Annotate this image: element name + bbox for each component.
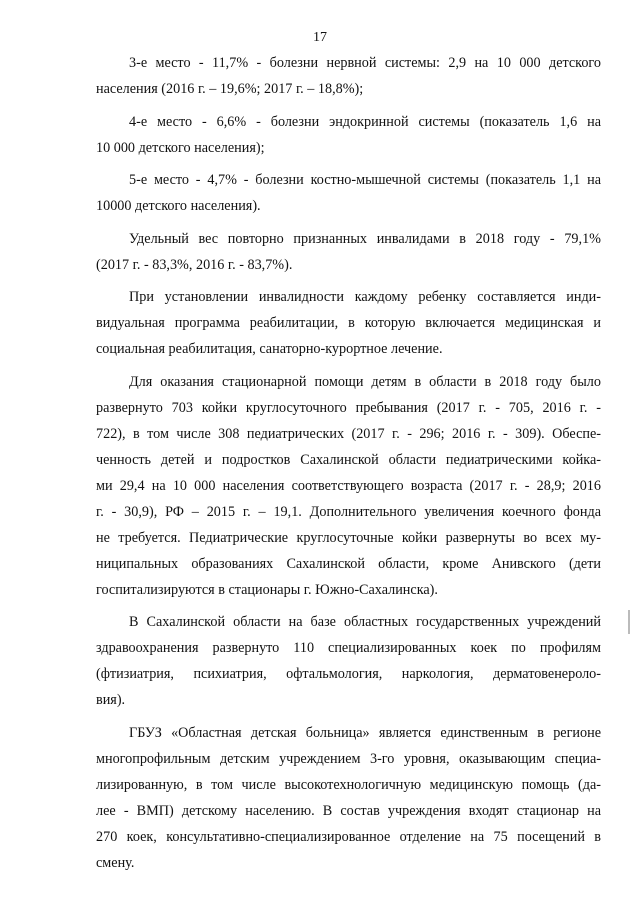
- text-line: многопрофильным детским учреждением 3-го уровня, оказывающим специа-: [96, 750, 601, 767]
- document-body: [96, 50, 601, 876]
- paragraph: [96, 284, 601, 362]
- text-line: ГБУЗ «Областная детская больница» является единственным в регионе: [129, 724, 601, 741]
- paragraph: [96, 226, 601, 278]
- text-line: не требуется. Педиатрические круглосуточные койки развернуты во всех му-: [96, 529, 601, 546]
- paragraph: [96, 369, 601, 603]
- text-line: вия).: [96, 692, 126, 708]
- text-line: госпитализируются в стационары г. Южно-Сахалинска).: [96, 581, 438, 598]
- text-line: 5-е место - 4,7% - болезни костно-мышечной системы (показатель 1,1 на: [129, 172, 601, 188]
- text-line: смену.: [96, 854, 135, 871]
- text-line: 4-е место - 6,6% - болезни эндокринной системы (показатель 1,6 на: [129, 113, 601, 130]
- text-line: 3-е место - 11,7% - болезни нервной системы: 2,9 на 10 000 детского: [129, 55, 601, 71]
- paragraph: [96, 720, 601, 876]
- text-line: (2017 г. - 83,3%, 2016 г. - 83,7%).: [96, 256, 293, 273]
- text-line: лизированную, в том числе высокотехнологичную медицинскую помощь (да-: [96, 776, 601, 793]
- text-line: При установлении инвалидности каждому ребенку составляется инди-: [129, 289, 601, 305]
- text-line: Удельный вес повторно признанных инвалидами в 2018 году - 79,1%: [129, 230, 601, 247]
- text-line: 10000 детского населения).: [96, 198, 261, 214]
- text-line: населения (2016 г. – 19,6%; 2017 г. – 18,8%);: [96, 81, 364, 97]
- paragraph: [96, 167, 601, 219]
- text-line: лее - ВМП) детскому населению. В состав учреждения входят стационар на: [96, 802, 601, 819]
- text-line: видуальная программа реабилитации, в которую включается медицинская и: [96, 315, 601, 331]
- text-line: (фтизиатрия, психиатрия, офтальмология, наркология, дерматовенероло-: [96, 666, 601, 682]
- paragraph: [96, 50, 601, 102]
- text-line: ми 29,4 на 10 000 населения соответствующего возраста (2017 г. - 28,9; 2016: [96, 477, 601, 494]
- text-line: Для оказания стационарной помощи детям в области в 2018 году было: [129, 373, 601, 390]
- scan-edge-mark: [628, 610, 630, 634]
- text-line: 10 000 детского населения);: [96, 139, 265, 156]
- text-line: ниципальных образованиях Сахалинской области, кроме Анивского (дети: [96, 555, 601, 572]
- text-line: здравоохранения развернуто 110 специализированных коек по профилям: [96, 640, 601, 656]
- page-number: 17: [313, 30, 327, 45]
- paragraph: [96, 609, 601, 713]
- text-line: г. - 30,9), РФ – 2015 г. – 19,1. Дополнительного увеличения коечного фонда: [96, 503, 601, 520]
- text-line: В Сахалинской области на базе областных государственных учреждений: [129, 614, 601, 630]
- text-line: 722), в том числе 308 педиатрических (2017 г. - 296; 2016 г. - 309). Обеспе-: [96, 425, 601, 442]
- text-line: 270 коек, консультативно-специализированное отделение на 75 посещений в: [96, 828, 601, 845]
- text-line: развернуто 703 койки круглосуточного пребывания (2017 г. - 705, 2016 г. -: [96, 399, 601, 416]
- text-line: социальная реабилитация, санаторно-курортное лечение.: [96, 341, 443, 357]
- paragraph: [96, 109, 601, 161]
- text-line: ченность детей и подростков Сахалинской области педиатрическими койка-: [96, 451, 601, 468]
